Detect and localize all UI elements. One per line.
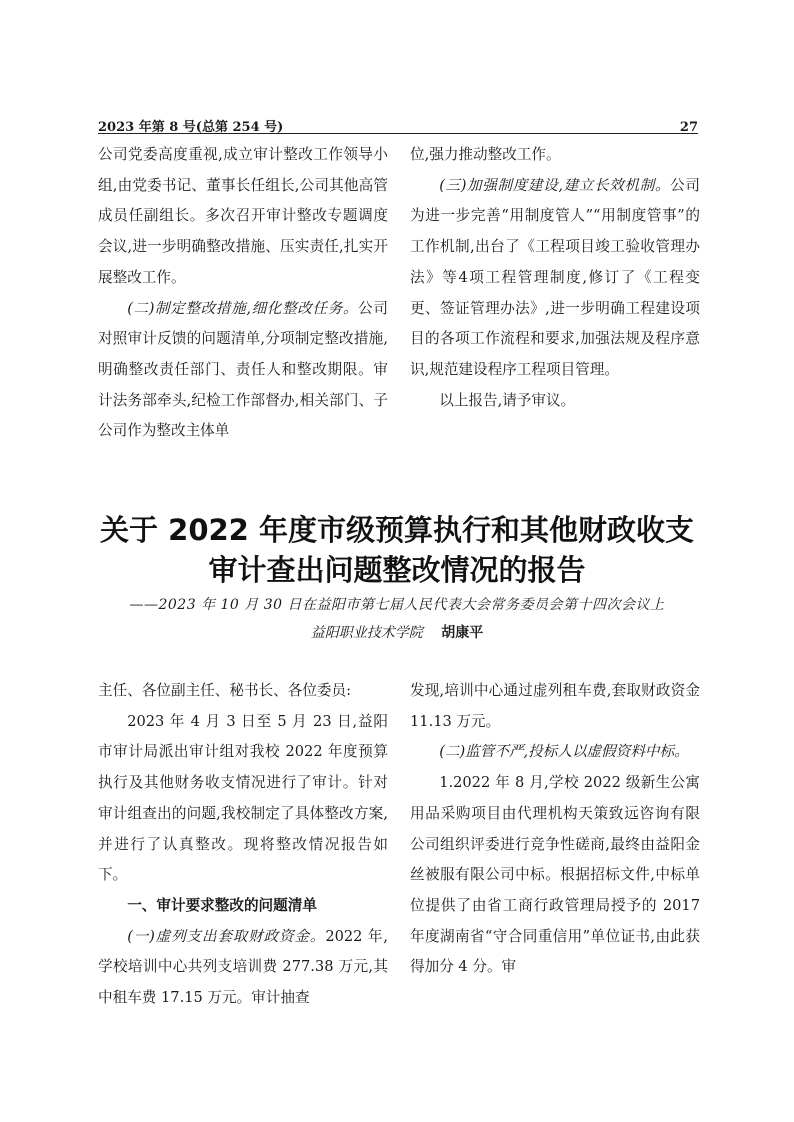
paragraph: 位,强力推动整改工作。 (410, 146, 561, 163)
subheading: (二)监管不严,投标人以虚假资料中标。 (439, 743, 689, 761)
author-line (60, 622, 734, 642)
author-organization: 益阳职业技术学院 (310, 625, 423, 641)
bottom-left-column (98, 676, 388, 1014)
salutation: 主任、各位副主任、秘书长、各位委员: (98, 682, 352, 699)
closing-line: 以上报告,请予审议。 (439, 391, 576, 409)
article-title-line-1: 关于 2022 年度市级预算执行和其他财政收支 (100, 513, 694, 547)
author-name: 胡康平 (441, 625, 484, 641)
paragraph-body: 公司对照审计反馈的问题清单,分项制定整改措施,明确整改责任部门、责任人和整改期限。审计法务部牵头,纪检工作部督办,相关部门、子公司作为整改主体单 (98, 299, 388, 440)
section-heading: 一、审计要求整改的问题清单 (127, 896, 317, 914)
paragraph (98, 294, 388, 448)
paragraph-body: 2022 年,学校培训中心共列支培训费 277.38 万元,其中租车费 17.15 万元。审计抽查 (98, 927, 388, 1007)
page-number: 27 (679, 120, 698, 135)
subheading: (一)虚列支出套取财政资金。 (127, 927, 326, 945)
paragraph: 1.2022 年 8 月,学校 2022 级新生公寓用品采购项目由代理机构天策致远咨询有限公司组织评委进行竞争性磋商,最终由益阳金丝被服有限公司中标。根据招标文件,中标单位提供了由省工商行政管理局授予的 2017 年度湖南省“守合同重信用”单位证书,由此获得加分 4 分。审 (410, 774, 700, 976)
paragraph: 发现,培训中心通过虚列租车费,套取财政资金 11.13 万元。 (410, 682, 700, 730)
bottom-right-column (410, 676, 700, 983)
top-right-column (410, 140, 700, 416)
paragraph-body: 公司为进一步完善“用制度管人”“用制度管事”的工作机制,出台了《工程项目竣工验收管理办法》等4项工程管理制度,修订了《工程变更、签证管理办法》,进一步明确工程建设项目的各项工作流程和要求,加强法规及程序意识,规范建设程序工程项目管理。 (410, 176, 700, 378)
article-title-line-2: 审计查出问题整改情况的报告 (208, 553, 586, 587)
paragraph: 2023 年 4 月 3 日至 5 月 23 日,益阳市审计局派出审计组对我校 2022 年度预算执行及其他财务收支情况进行了审计。针对审计组查出的问题,我校制定了具体整改方案,并进行了认真整改。现将整改情况报告如下。 (98, 712, 388, 884)
paragraph: 公司党委高度重视,成立审计整改工作领导小组,由党委书记、董事长任组长,公司其他高管成员任副组长。多次召开审计整改专题调度会议,进一步明确整改措施、压实责任,扎实开展整改工作。 (98, 146, 388, 286)
paragraph (98, 922, 388, 1014)
paragraph (410, 171, 700, 386)
issue-label: 2023 年第 8 号(总第 254 号) (98, 120, 284, 135)
subheading: (二)制定整改措施,细化整改任务。 (127, 299, 359, 317)
top-left-column (98, 140, 388, 447)
header-rule (98, 133, 698, 134)
article-subtitle: ——2023 年 10 月 30 日在益阳市第七届人民代表大会常务委员会第十四次会议上 (129, 597, 665, 613)
subheading: (三)加强制度建设,建立长效机制。 (439, 176, 671, 194)
